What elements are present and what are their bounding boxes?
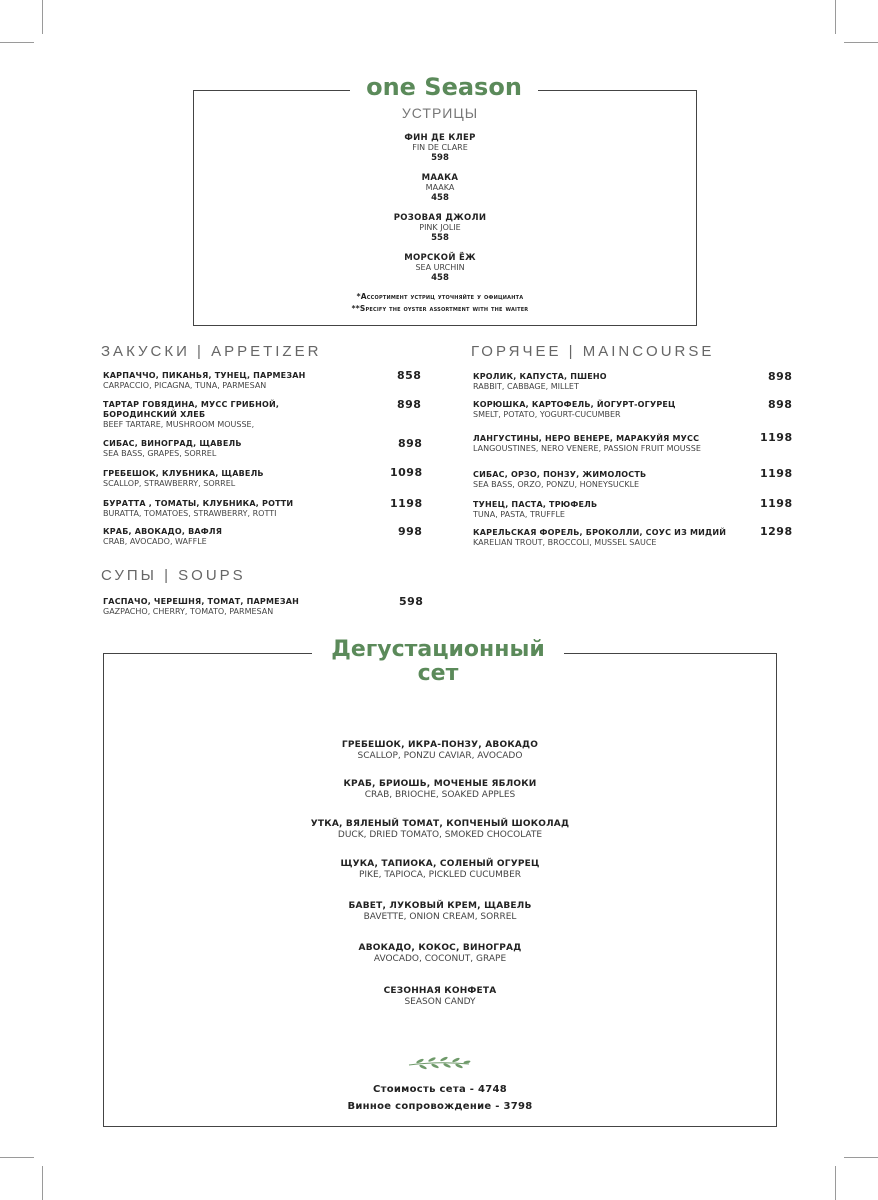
crop-mark [835,0,836,34]
oyster-name-ru: РОЗОВАЯ ДЖОЛИ [393,213,487,223]
oyster-name-en: FIN DE CLARE [412,143,468,152]
crop-mark [835,1166,836,1200]
oyster-name-ru: ФИН ДЕ КЛЕР [404,133,476,143]
oyster-name-en: MAAKA [425,183,455,192]
dish-name-ru: СЕЗОННАЯ КОНФЕТА [383,986,497,996]
soups-heading: СУПЫ | SOUPS [101,567,246,584]
tasting-item [240,986,640,1008]
dish-name-ru: ГАСПАЧО, ЧЕРЕШНЯ, ТОМАТ, ПАРМЕЗАН [103,597,299,606]
appetizer-item [103,499,293,519]
dish-name-en: GAZPACHO, CHERRY, TOMATO, PARMESAN [103,607,274,616]
dish-price: 1198 [760,497,793,510]
oyster-item [340,173,540,203]
tasting-item [240,901,640,923]
dish-price: 1198 [390,497,423,510]
oyster-item [340,213,540,243]
dish-name-en: SCALLOP, STRAWBERRY, SORREL [103,479,236,488]
dish-name-en: RABBIT, CABBAGE, MILLET [473,382,579,391]
dish-name-en: CARPACCIO, PICAGNA, TUNA, PARMESAN [103,381,267,390]
oyster-name-en: PINK JOLIE [419,223,461,232]
dish-name-en: KARELIAN TROUT, BROCCOLI, MUSSEL SAUCE [473,538,657,547]
oyster-price: 458 [431,193,449,203]
appetizer-item [103,469,264,489]
main-course-item [473,372,607,392]
dish-name-en: CRAB, BRIOCHE, SOAKED APPLES [364,790,516,800]
dish-name-en: TUNA, PASTA, TRUFFLE [473,510,565,519]
main-course-item [473,528,726,548]
dish-price: 898 [768,398,793,411]
tasting-item [240,779,640,801]
dish-price: 1198 [760,467,793,480]
dish-price: 598 [399,595,424,608]
oyster-note-en: **Specify the oyster assortment with the waiter [351,304,529,313]
dish-name-ru: КРАБ, БРИОШЬ, МОЧЕНЫЕ ЯБЛОКИ [343,779,537,789]
crop-mark [0,1157,34,1158]
dish-name-en: BAVETTE, ONION CREAM, SORREL [363,912,517,922]
oyster-note-ru: *Ассортимент устриц уточняйте у официанта [356,292,524,301]
dish-price: 898 [768,370,793,383]
oyster-name-ru: МОРСКОЙ ЁЖ [404,253,476,263]
dish-name-ru-line2: БОРОДИНСКИЙ ХЛЕБ [103,410,206,419]
dish-name-ru: ГРЕБЕШОК, ИКРА-ПОНЗУ, АВОКАДО [341,740,539,750]
dish-name-en: LANGOUSTINES, NERO VENERE, PASSION FRUIT MOUSSE [473,444,701,453]
dish-name-ru: ЩУКА, ТАПИОКА, СОЛЕНЫЙ ОГУРЕЦ [340,859,540,869]
tasting-item [240,819,640,841]
dish-name-en: CRAB, AVOCADO, WAFFLE [103,537,207,546]
main-course-heading: ГОРЯЧЕЕ | MAINCOURSE [471,343,715,360]
dish-name-en: SEASON CANDY [404,997,476,1007]
tasting-item [240,740,640,762]
dish-name-en: AVOCADO, COCONUT, GRAPE [373,954,507,964]
tasting-title [312,638,564,686]
tasting-set-price: Стоимость сета - 4748 [372,1084,508,1095]
dish-name-ru: СИБАС, ВИНОГРАД, ЩАВЕЛЬ [103,439,242,448]
oyster-item [340,133,540,163]
crop-mark [0,42,34,43]
dish-name-en: BURATTA, TOMATOES, STRAWBERRY, ROTTI [103,509,277,518]
dish-name-ru: УТКА, ВЯЛЕНЫЙ ТОМАТ, КОПЧЕНЫЙ ШОКОЛАД [310,819,570,829]
dish-name-ru: СИБАС, ОРЗО, ПОНЗУ, ЖИМОЛОСТЬ [473,470,647,479]
dish-name-ru: КРОЛИК, КАПУСТА, ПШЕНО [473,372,607,381]
dish-name-ru: КАРПАЧЧО, ПИКАНЬЯ, ТУНЕЦ, ПАРМЕЗАН [103,371,306,380]
dish-name-ru: КРАБ, АВОКАДО, ВАФЛЯ [103,527,223,536]
crop-mark [42,0,43,34]
olive-branch-icon [406,1054,472,1072]
oyster-price: 598 [431,153,449,163]
dish-name-ru: БУРАТТА , ТОМАТЫ, КЛУБНИКА, РОТТИ [103,499,294,508]
dish-name-ru: ТУНЕЦ, ПАСТА, ТРЮФЕЛЬ [473,500,598,509]
crop-mark [844,42,878,43]
dish-name-en: BEEF TARTARE, MUSHROOM MOUSSE, [103,420,255,429]
dish-name-ru: ГРЕБЕШОК, КЛУБНИКА, ЩАВЕЛЬ [103,469,264,478]
tasting-item [240,859,640,881]
dish-name-en: DUCK, DRIED TOMATO, SMOKED CHOCOLATE [337,830,543,840]
oyster-price: 458 [431,273,449,283]
dish-name-ru: КАРЕЛЬСКАЯ ФОРЕЛЬ, БРОКОЛЛИ, СОУС ИЗ МИДИЙ [473,528,727,537]
oyster-price: 558 [431,233,449,243]
tasting-item [240,943,640,965]
dish-price: 1098 [390,466,423,479]
dish-name-ru: БАВЕТ, ЛУКОВЫЙ КРЕМ, ЩАВЕЛЬ [348,901,532,911]
dish-name-ru: АВОКАДО, КОКОС, ВИНОГРАД [358,943,522,953]
dish-name-ru: КОРЮШКА, КАРТОФЕЛЬ, ЙОГУРТ-ОГУРЕЦ [473,400,676,409]
dish-price: 898 [397,398,422,411]
tasting-title-line1: Дегустационный [331,637,545,662]
oyster-item [340,253,540,283]
main-course-item [473,500,597,520]
dish-price: 898 [398,437,423,450]
dish-price: 1298 [760,525,793,538]
dish-name-en: SMELT, POTATO, YOGURT-CUCUMBER [473,410,621,419]
oyster-subtitle: УСТРИЦЫ [401,105,479,121]
dish-price: 998 [398,525,423,538]
dish-name-en: SCALLOP, PONZU CAVIAR, AVOCADO [357,751,523,761]
dish-name-en: PIKE, TAPIOCA, PICKLED CUCUMBER [358,870,522,880]
appetizer-item [103,527,222,547]
tasting-wine-pairing: Винное сопровождение - 3798 [347,1101,533,1112]
tasting-title-line2: сет [417,661,459,687]
appetizer-heading: ЗАКУСКИ | APPETIZER [101,343,322,360]
appetizer-item [103,400,279,430]
dish-price: 1198 [760,431,793,444]
dish-name-en: SEA BASS, GRAPES, SORREL [103,449,217,458]
crop-mark [42,1166,43,1200]
main-course-item [473,470,646,490]
dish-price: 858 [397,369,422,382]
appetizer-item [103,439,242,459]
appetizer-item [103,371,306,391]
oyster-box-title: one Season [350,74,538,100]
oyster-name-ru: МААКА [421,173,459,183]
dish-name-ru: ЛАНГУСТИНЫ, НЕРО ВЕНЕРЕ, МАРАКУЙЯ МУСС [473,434,700,443]
dish-name-en: SEA BASS, ORZO, PONZU, HONEYSUCKLE [473,480,640,489]
oyster-box [193,90,697,326]
main-course-item [473,400,676,420]
dish-name-ru: ТАРТАР ГОВЯДИНА, МУСС ГРИБНОЙ, [103,400,280,409]
soup-item [103,597,299,617]
crop-mark [844,1157,878,1158]
main-course-item [473,434,701,454]
oyster-name-en: SEA URCHIN [415,263,465,272]
